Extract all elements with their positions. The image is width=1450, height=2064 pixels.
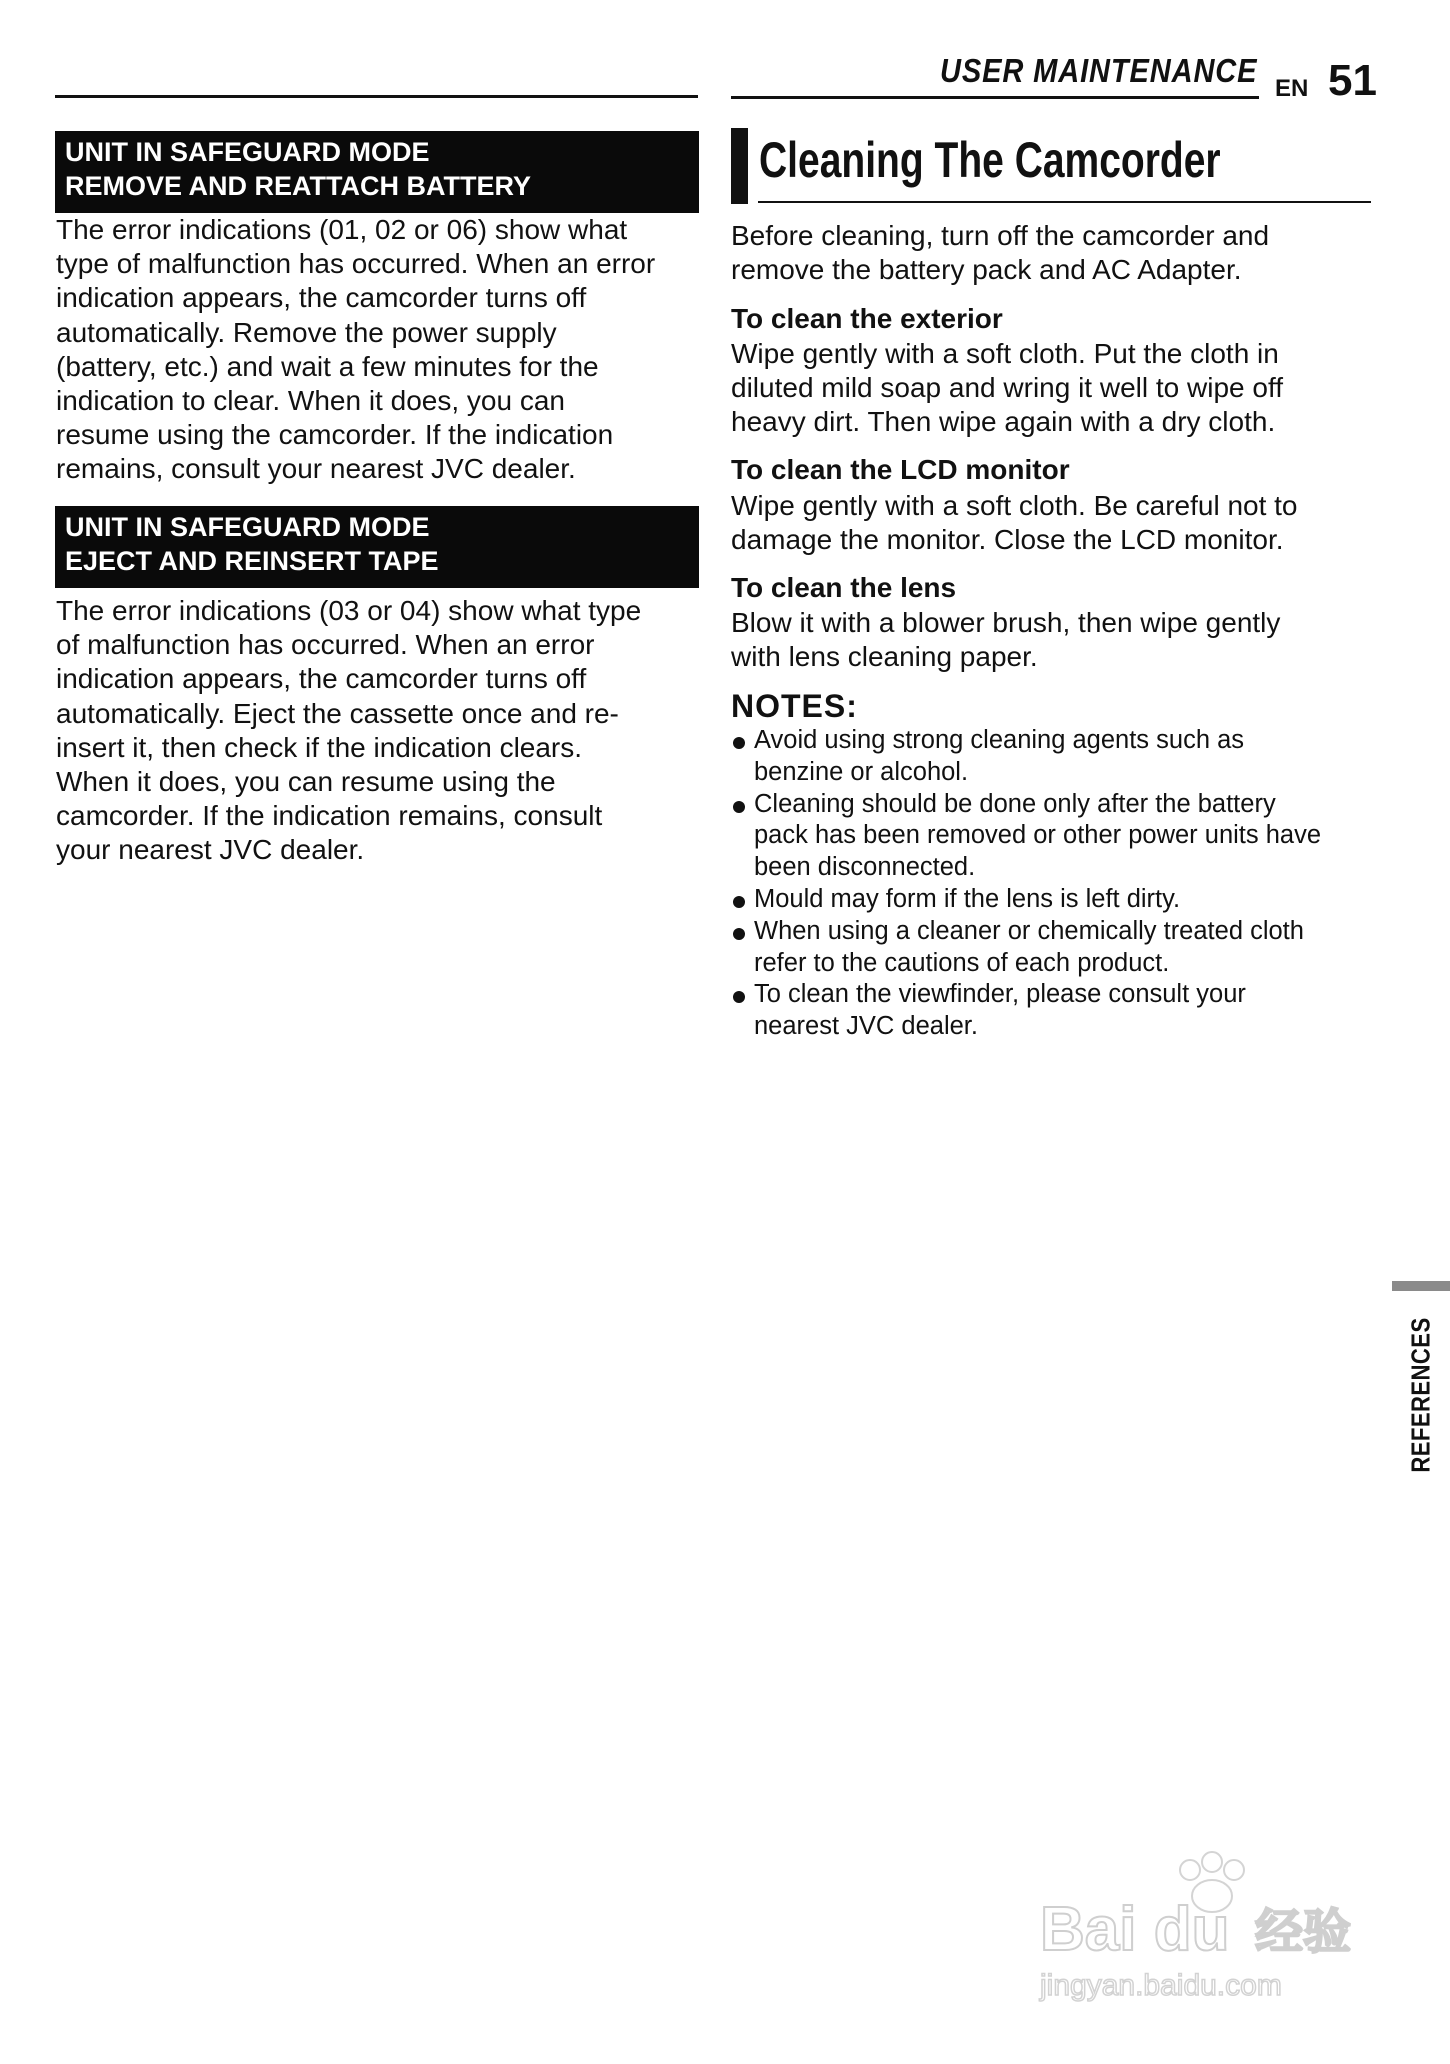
lcd-heading: To clean the LCD monitor: [731, 454, 1070, 485]
cleaning-intro: [731, 219, 1269, 287]
safeguard-tape-banner: [55, 506, 699, 588]
note-item: [731, 884, 1321, 916]
bullet-icon: [733, 991, 745, 1003]
exterior-text: [731, 337, 1283, 440]
safeguard-tape-text: [56, 594, 641, 868]
side-tab-marker: [1392, 1281, 1450, 1291]
safeguard-battery-banner: [55, 131, 699, 213]
banner-line: REMOVE AND REATTACH BATTERY: [65, 171, 531, 201]
note-item: [731, 979, 1321, 1043]
text-line: indication appears, the camcorder turns off: [56, 663, 587, 695]
bullet-icon: [733, 928, 745, 940]
lens-heading: To clean the lens: [731, 572, 957, 603]
text-line: resume using the camcorder. If the indication: [56, 419, 614, 451]
watermark-cn: 经验: [1255, 1904, 1352, 1960]
note-item: [731, 725, 1321, 789]
title-accent-bar: [731, 128, 748, 204]
text-line: heavy dirt. Then wipe again with a dry cloth.: [731, 406, 1276, 438]
text-line: been disconnected.: [754, 853, 976, 882]
paw-toe: [1202, 1852, 1222, 1872]
banner-line: UNIT IN SAFEGUARD MODE: [65, 512, 430, 542]
text-line: indication appears, the camcorder turns off: [56, 282, 587, 314]
safeguard-battery-text: [56, 213, 655, 487]
text-line: Cleaning should be done only after the battery: [754, 789, 1276, 818]
notes-heading: NOTES:: [731, 688, 858, 724]
text-line: automatically. Eject the cassette once and re-: [56, 697, 619, 729]
text-line: damage the monitor. Close the LCD monitor.: [731, 524, 1284, 556]
text-line: camcorder. If the indication remains, consult: [56, 800, 603, 832]
text-line: To clean the viewfinder, please consult your: [754, 980, 1246, 1009]
text-line: Mould may form if the lens is left dirty.: [754, 884, 1181, 913]
text-line: indication to clear. When it does, you can: [56, 385, 565, 417]
text-line: nearest JVC dealer.: [754, 1012, 978, 1041]
paw-toe: [1224, 1860, 1244, 1880]
banner-line: EJECT AND REINSERT TAPE: [65, 546, 439, 576]
text-line: Blow it with a blower brush, then wipe gently: [731, 607, 1281, 638]
watermark-url: jingyan.baidu.com: [1040, 1969, 1282, 2002]
text-line: remains, consult your nearest JVC dealer.: [56, 453, 576, 485]
text-line: of malfunction has occurred. When an error: [56, 629, 595, 661]
header-rule-left: [55, 95, 698, 98]
text-line: Wipe gently with a soft cloth. Put the cloth in: [731, 338, 1279, 369]
page-number: 51: [1328, 56, 1377, 105]
section-title: USER MAINTENANCE: [940, 52, 1258, 89]
exterior-heading: To clean the exterior: [731, 303, 1003, 334]
bullet-icon: [733, 737, 745, 749]
side-tab-label: REFERENCES: [1405, 1317, 1436, 1473]
baidu-watermark: [1030, 1840, 1370, 2010]
text-line: with lens cleaning paper.: [731, 641, 1038, 673]
text-line: refer to the cautions of each product.: [754, 948, 1170, 977]
text-line: pack has been removed or other power units have: [754, 821, 1322, 850]
lens-text: [731, 606, 1280, 674]
text-line: (battery, etc.) and wait a few minutes for the: [56, 350, 599, 382]
paw-toe: [1180, 1860, 1200, 1880]
text-line: When using a cleaner or chemically treated cloth: [754, 916, 1304, 945]
text-line: type of malfunction has occurred. When an error: [56, 248, 656, 280]
notes-list: [731, 725, 1321, 1043]
bullet-icon: [733, 896, 745, 908]
note-item: [731, 789, 1321, 884]
text-line: insert it, then check if the indication clears.: [56, 731, 583, 763]
lcd-text: [731, 489, 1298, 557]
language-label: EN: [1275, 75, 1309, 102]
banner-line: UNIT IN SAFEGUARD MODE: [65, 137, 430, 167]
text-line: Wipe gently with a soft cloth. Be careful not to: [731, 490, 1298, 521]
title-underline: [758, 201, 1371, 203]
note-item: [731, 916, 1321, 980]
bullet-icon: [733, 801, 745, 813]
text-line: The error indications (01, 02 or 06) show what: [56, 214, 628, 245]
text-line: your nearest JVC dealer.: [56, 834, 365, 866]
page-title: Cleaning The Camcorder: [759, 132, 1221, 188]
text-line: Before cleaning, turn off the camcorder and: [731, 220, 1270, 251]
text-line: Avoid using strong cleaning agents such as: [754, 726, 1245, 754]
text-line: When it does, you can resume using the: [56, 766, 556, 798]
text-line: benzine or alcohol.: [754, 757, 969, 786]
text-line: automatically. Remove the power supply: [56, 316, 557, 348]
text-line: remove the battery pack and AC Adapter.: [731, 254, 1242, 286]
watermark-brand: Bai du: [1040, 1895, 1230, 1964]
header-rule-right: [731, 96, 1259, 99]
text-line: diluted mild soap and wring it well to wipe off: [731, 372, 1284, 404]
text-line: The error indications (03 or 04) show what type: [56, 595, 642, 626]
